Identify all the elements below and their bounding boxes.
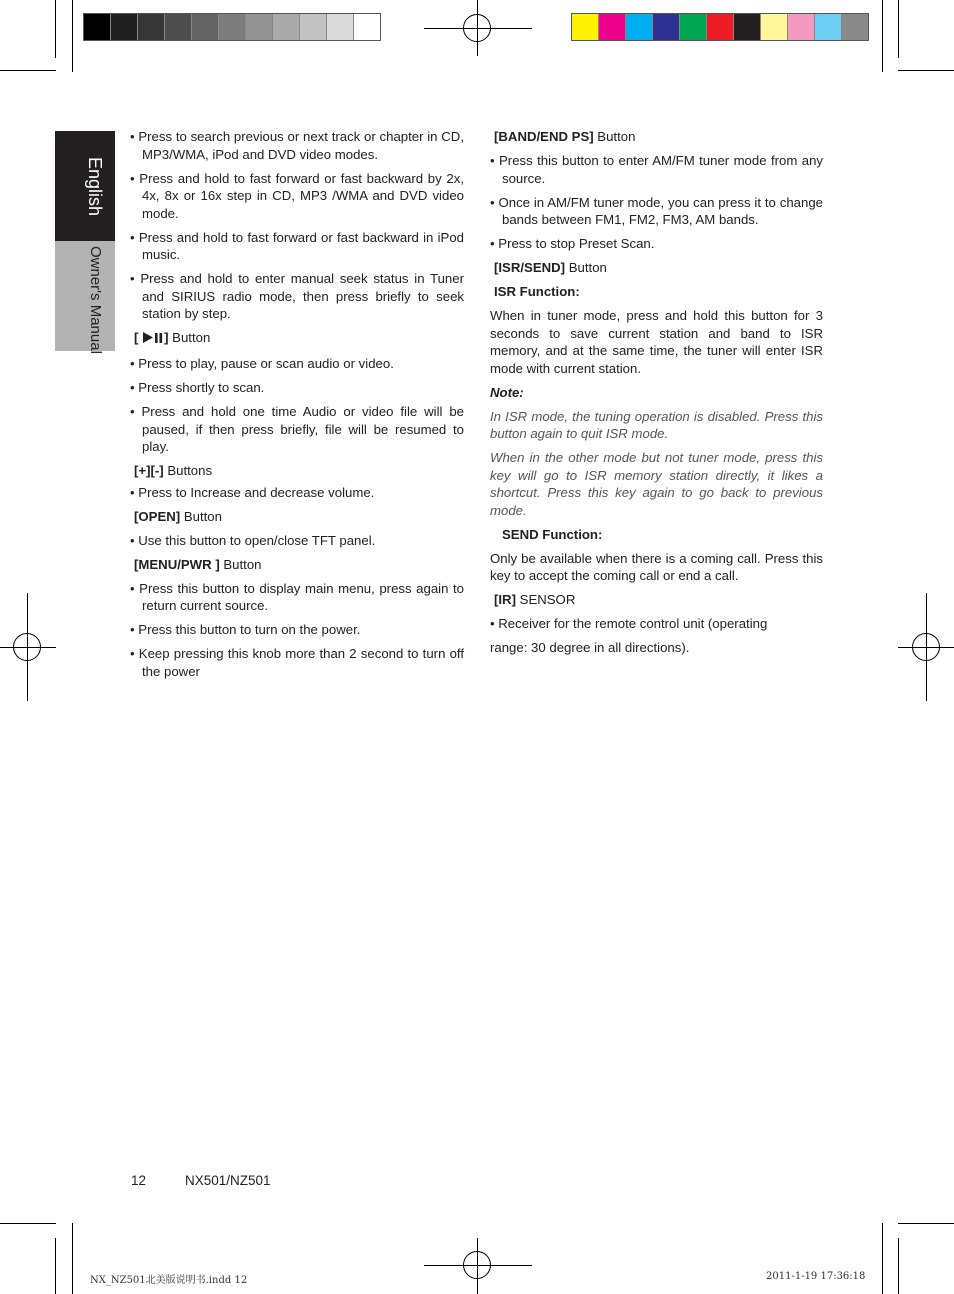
crop-mark (0, 1223, 56, 1224)
color-swatch (84, 14, 111, 40)
bullet-item: • Use this button to open/close TFT panel. (130, 532, 376, 548)
bracket-close: ] (164, 330, 169, 345)
heading-suffix: Button (593, 129, 636, 144)
print-slug-file: NX_NZ501北美版说明书.indd 12 (90, 1275, 248, 1286)
isr-send-heading (494, 259, 823, 277)
crop-mark (898, 70, 954, 71)
play-pause-icon (142, 331, 164, 349)
color-swatch (680, 14, 707, 40)
ir-heading (494, 591, 823, 609)
isr-send-heading-label: [ISR/SEND] (494, 260, 566, 275)
bullet-item: • Once in AM/FM tuner mode, you can press it to change bands between FM1, FM2, FM3, AM bands. (490, 194, 823, 227)
bullet-item: • Press to play, pause or scan audio or video. (130, 356, 394, 371)
heading-suffix: Button (168, 330, 211, 345)
note-text: In ISR mode, the tuning operation is disabled. Press this button again to quit ISR mode. (490, 408, 823, 441)
paragraph: When in tuner mode, press and hold this button for 3 seconds to save current station and band to ISR memory, and at the same time, the tuner will enter ISR mode with current station. (490, 308, 823, 376)
volume-heading-label: [+][-] (134, 463, 164, 478)
color-swatch (138, 14, 165, 40)
bullet-item: • Press this button to turn on the power. (130, 622, 361, 637)
color-swatch (192, 14, 219, 40)
left-column (130, 128, 464, 687)
grayscale-color-bar (83, 13, 381, 41)
ir-heading-label: [IR] (494, 592, 516, 607)
color-swatch (300, 14, 327, 40)
crop-mark (898, 1223, 954, 1224)
paragraph: Only be available when there is a coming call. Press this key to accept the coming call or end a call. (490, 550, 823, 583)
process-color-bar (571, 13, 869, 41)
bullet-item: • Press and hold to fast forward or fast backward in iPod music. (130, 229, 464, 262)
color-swatch (626, 14, 653, 40)
crop-mark (55, 0, 56, 58)
bullet-item: • Press and hold to fast forward or fast backward by 2x, 4x, 8x or 16x step in CD, MP3 /WMA and DVD video mode. (130, 170, 464, 221)
band-heading (494, 128, 823, 146)
bullet-item: • Press to Increase and decrease volume. (130, 484, 375, 500)
color-swatch (111, 14, 138, 40)
bullet-item: • Press and hold one time Audio or video file will be paused, if then press briefly, file will be resumed to play. (130, 404, 464, 454)
menu-pwr-heading (134, 556, 464, 574)
color-swatch (246, 14, 273, 40)
bullet-item: • Press this button to enter AM/FM tuner mode from any source. (490, 153, 823, 186)
page-number: 12 (131, 1173, 147, 1188)
bullet-item: • Press and hold to enter manual seek status in Tuner and SIRIUS radio mode, then press briefly to seek station by step. (130, 271, 464, 321)
crop-mark (72, 0, 73, 72)
bullet-item: • Press this button to display main menu, press again to return current source. (130, 580, 464, 613)
color-swatch (707, 14, 734, 40)
section-label: Owner's Manual (87, 246, 104, 354)
color-swatch (572, 14, 599, 40)
open-heading (134, 508, 464, 526)
color-swatch (327, 14, 354, 40)
section-tab (55, 241, 115, 351)
heading-suffix: Button (180, 508, 222, 524)
bullet-item: • Press to search previous or next track or chapter in CD, MP3/WMA, iPod and DVD video modes. (130, 129, 464, 162)
menu-pwr-heading-label: [MENU/PWR ] (134, 556, 220, 572)
crop-mark (882, 1223, 883, 1294)
heading-suffix: Button (565, 260, 607, 275)
bullet-item: • Press shortly to scan. (130, 380, 265, 395)
heading-suffix: Buttons (163, 463, 213, 478)
color-swatch (273, 14, 300, 40)
bullet-item: • Press to stop Preset Scan. (490, 236, 655, 251)
color-swatch (354, 14, 380, 40)
isr-function-label: ISR Function: (494, 284, 580, 299)
crop-mark (898, 0, 899, 58)
volume-heading (134, 462, 464, 480)
bracket-open: [ (134, 330, 139, 345)
color-swatch (788, 14, 815, 40)
color-swatch (842, 14, 868, 40)
language-label: English (85, 157, 105, 217)
right-column (490, 128, 823, 663)
note-label: Note: (490, 384, 524, 400)
model-name: NX501/NZ501 (185, 1173, 271, 1188)
paragraph: range: 30 degree in all directions). (490, 640, 690, 655)
color-swatch (599, 14, 626, 40)
color-swatch (165, 14, 192, 40)
color-swatch (815, 14, 842, 40)
crop-mark (0, 70, 56, 71)
play-pause-heading (134, 329, 464, 349)
bullet-item: • Receiver for the remote control unit (operating (490, 616, 768, 631)
crop-mark (72, 1223, 73, 1294)
send-function-label: SEND Function: (502, 526, 603, 542)
crop-mark (898, 1238, 899, 1294)
print-slug-datetime: 2011-1-19 17:36:18 (766, 1271, 866, 1282)
crop-mark (882, 0, 883, 72)
bullet-item: • Keep pressing this knob more than 2 second to turn off the power (130, 646, 464, 679)
color-swatch (653, 14, 680, 40)
heading-suffix: Button (219, 556, 262, 572)
heading-suffix: SENSOR (515, 592, 576, 607)
band-heading-label: [BAND/END PS] (494, 129, 594, 144)
color-swatch (219, 14, 246, 40)
open-heading-label: [OPEN] (134, 508, 181, 524)
color-swatch (734, 14, 761, 40)
note-text: When in the other mode but not tuner mode, press this key will go to ISR memory station directly, it likes a shortcut. Press this key again to go back to previous mode. (490, 450, 823, 518)
color-swatch (761, 14, 788, 40)
crop-mark (55, 1238, 56, 1294)
